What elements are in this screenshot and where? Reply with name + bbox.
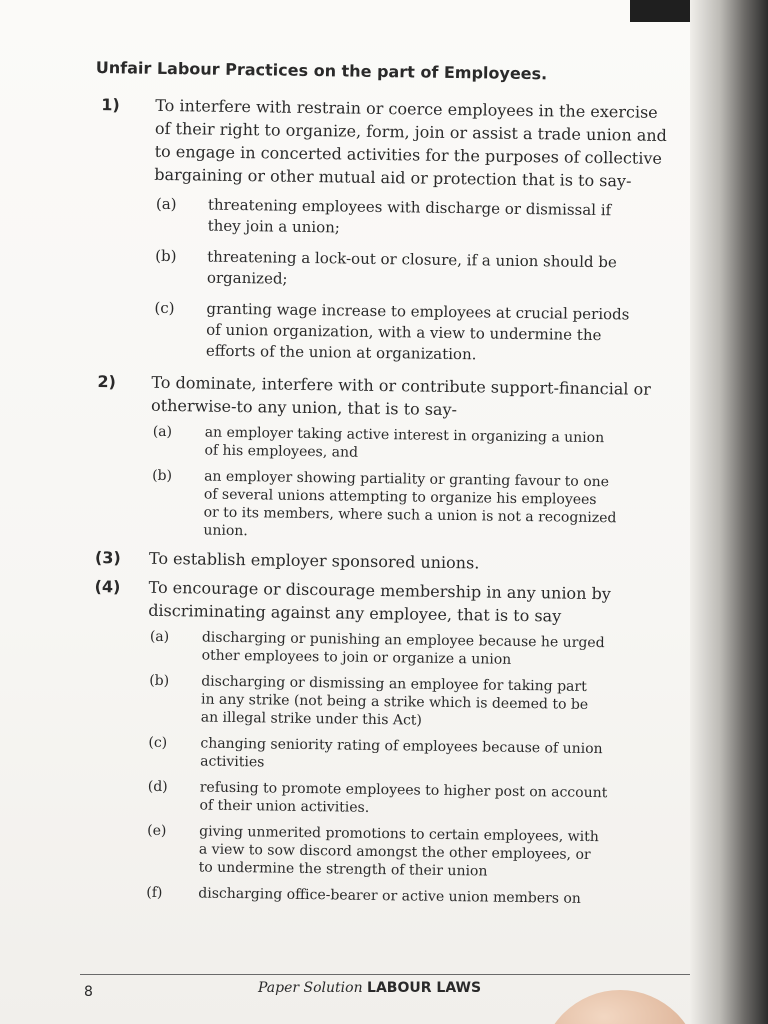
sub-item — [152, 298, 679, 368]
sub-item — [153, 246, 680, 295]
list-item — [92, 93, 682, 368]
sub-item-text: discharging or punishing an employee because he urged other employees to join or organize a union — [201, 629, 605, 668]
section-heading: Unfair Labour Practices on the part of Employees. — [95, 57, 548, 84]
page-number: 8 — [84, 984, 93, 1000]
sub-item-label: (f) — [146, 884, 163, 902]
sub-item-label: (b) — [155, 246, 177, 266]
sub-item — [146, 734, 672, 777]
sub-item-label: (c) — [148, 734, 168, 752]
running-footer — [258, 980, 481, 996]
item-text: To dominate, interfere with or contribute support-financial or otherwise-to any union, that is to say- — [150, 372, 651, 420]
footer-title-bold: LABOUR LAWS — [367, 980, 482, 996]
sub-item-label: (b) — [149, 672, 170, 690]
sub-item — [148, 628, 674, 671]
sub-item-text: an employer showing partiality or granting favour to one of several unions attempting to organize his employees or to its members, where such a union is not a recognized union. — [203, 468, 617, 540]
sub-item-text: discharging or dismissing an employee for taking part in any strike (not being a strike which is deemed to be an illegal strike under this Act) — [200, 673, 589, 729]
list-item — [89, 546, 675, 577]
book-page-edge — [688, 0, 768, 1024]
page-content — [84, 56, 682, 917]
sub-item — [145, 778, 671, 821]
sub-item-text: threatening employees with discharge or dismissal if they join a union; — [207, 195, 612, 237]
item-text: To interfere with restrain or coerce employees in the exercise of their right to organize, form, join or assist a trade union and to engage in concerted activities for the purposes of collective bargaining or other mutual aid or protection that is to say- — [154, 95, 668, 191]
sub-item-label: (d) — [147, 778, 168, 796]
item-number: (4) — [94, 577, 121, 597]
sub-item-text: refusing to promote employees to higher post on account of their union activities. — [199, 779, 608, 816]
sub-item-text: changing seniority rating of employees because of union activities — [200, 735, 603, 771]
item-number: (3) — [94, 548, 121, 568]
sub-item-label: (a) — [155, 194, 177, 214]
sub-item-label: (b) — [152, 467, 173, 485]
sub-item-label: (a) — [149, 628, 170, 646]
item-text: To encourage or discourage membership in any union by discriminating against any employee, that is to say — [148, 577, 611, 626]
sub-item-text: giving unmerited promotions to certain employees, with a view to sow discord amongst the other employees, or to undermine the strength of their union — [198, 823, 599, 880]
list-item — [84, 575, 674, 909]
footer-rule — [80, 974, 690, 975]
sub-item-label: (c) — [154, 298, 175, 318]
sub-item — [144, 884, 670, 909]
sub-item-label: (a) — [152, 423, 173, 441]
sub-item — [145, 822, 672, 883]
sub-item — [147, 672, 674, 733]
item-number: 2) — [97, 372, 117, 392]
sub-item-text: threatening a lock-out or closure, if a union should be organized; — [206, 247, 617, 288]
sub-item-label: (e) — [147, 822, 167, 840]
sub-item-text: discharging office-bearer or active union members on — [198, 885, 581, 907]
list-item — [89, 370, 677, 546]
sub-item — [153, 194, 680, 243]
sub-item-text: an employer taking active interest in organizing a union of his employees, and — [204, 424, 605, 461]
item-number: 1) — [101, 95, 120, 115]
sub-item-text: granting wage increase to employees at crucial periods of union organization, with a view to undermine the efforts of the union at organization. — [205, 299, 630, 364]
sub-item — [150, 423, 676, 466]
dark-corner — [630, 0, 690, 22]
sub-item — [149, 467, 676, 546]
footer-title-italic: Paper Solution — [258, 980, 363, 996]
item-text: To establish employer sponsored unions. — [148, 548, 480, 573]
